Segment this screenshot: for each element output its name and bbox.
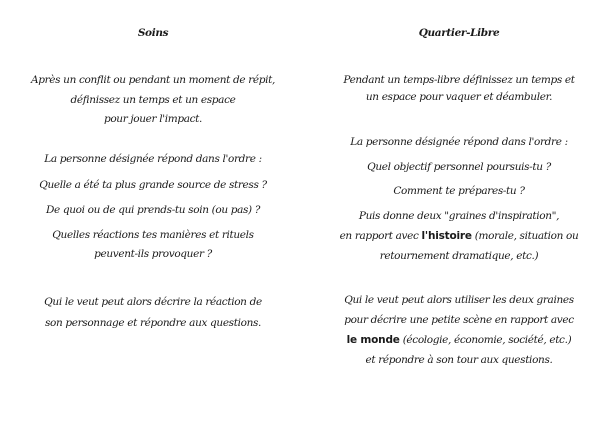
soins-instruction: La personne désignée répond dans l'ordre :: [44, 153, 262, 165]
ql-histoire-line-2: retournement dramatique, etc.): [379, 250, 539, 262]
ql-question-3: Puis donne deux "graines d'inspiration",: [358, 210, 560, 222]
ql-histoire-emphasis: l'histoire: [421, 230, 472, 242]
ql-intro-line-2: un espace pour vaquer et déambuler.: [365, 91, 553, 103]
ql-intro-line-1: Pendant un temps-libre définissez un temps et: [343, 74, 575, 86]
soins-intro-line-1: Après un conflit ou pendant un moment de répit,: [31, 74, 275, 86]
ql-monde-after: (écologie, économie, société, etc.): [399, 334, 572, 346]
quartier-libre-title: Quartier-Libre: [418, 27, 500, 39]
ql-histoire-before: en rapport avec: [339, 230, 422, 242]
ql-question-1: Quel objectif personnel poursuis-tu ?: [367, 161, 551, 173]
soins-outro-line-1: Qui le veut peut alors décrire la réaction de: [44, 296, 262, 308]
ql-question-2: Comment te prépares-tu ?: [393, 185, 525, 197]
ql-outro-last: et répondre à son tour aux questions.: [365, 354, 553, 366]
soins-question-1: Quelle a été ta plus grande source de stress ?: [39, 179, 267, 191]
ql-histoire-line: [306, 229, 612, 243]
soins-question-3: Quelles réactions tes manières et rituels: [52, 229, 254, 241]
quartier-libre-card: [306, 0, 612, 430]
soins-intro-line-3: pour jouer l'impact.: [103, 113, 203, 125]
ql-monde-emphasis: le monde: [346, 334, 400, 346]
ql-instruction: La personne désignée répond dans l'ordre :: [350, 136, 568, 148]
ql-outro-line-1: Qui le veut peut alors utiliser les deux graines: [344, 294, 574, 306]
soins-question-2: De quoi ou de qui prends-tu soin (ou pas) ?: [45, 204, 261, 216]
soins-title: Soins: [137, 27, 169, 39]
soins-outro-line-2: son personnage et répondre aux questions.: [44, 317, 262, 329]
ql-monde-line: [306, 333, 612, 347]
ql-outro-line-2: pour décrire une petite scène en rapport avec: [344, 314, 574, 326]
ql-histoire-after: (morale, situation ou: [471, 230, 579, 242]
soins-intro-line-2: définissez un temps et un espace: [70, 94, 236, 106]
soins-question-3-cont: peuvent-ils provoquer ?: [94, 248, 212, 260]
